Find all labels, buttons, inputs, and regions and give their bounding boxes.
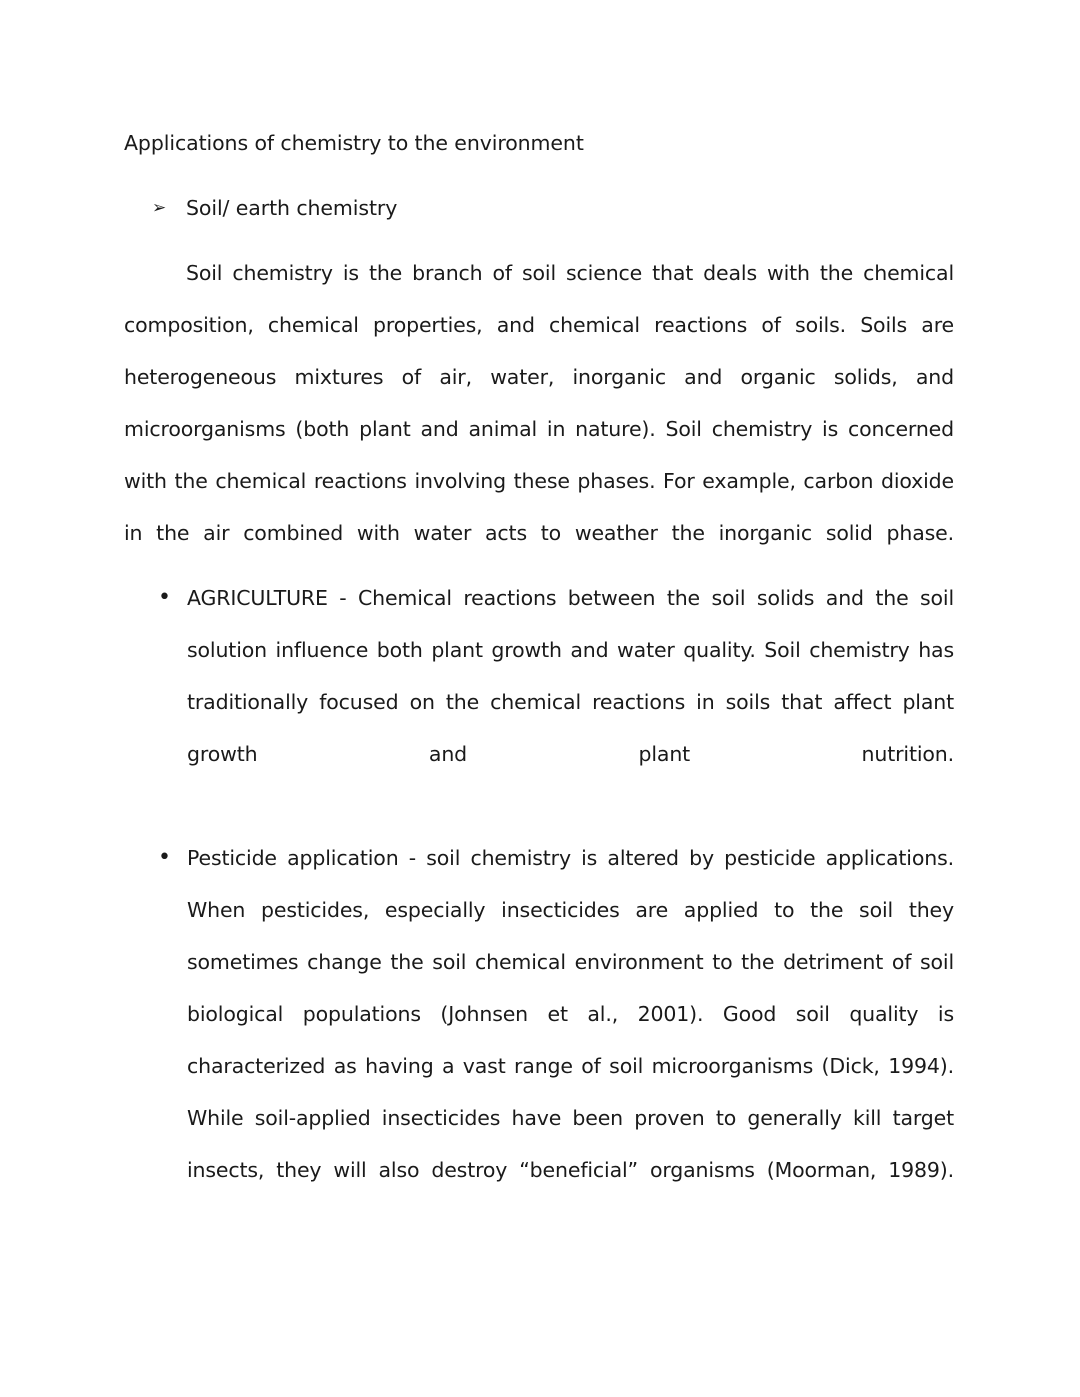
intro-paragraph-container xyxy=(124,247,954,611)
arrow-bullet-icon: ➢ xyxy=(152,198,167,218)
round-bullet-icon: • xyxy=(158,585,171,610)
body-paragraph: Soil chemistry is the branch of soil science that deals with the chemical composition, chemical properties, and chemical reactions of soils. Soils are heterogeneous mixtures of air, water, inorganic and organic solids, and microorganisms (both plant and animal in nature). Soil chemistry is concerned with the chemical reactions involving these phases. For example, carbon dioxide in the air combined with water acts to weather the inorganic solid phase. xyxy=(124,261,954,545)
page-title: Applications of chemistry to the environment xyxy=(124,131,584,155)
bullet-list xyxy=(124,572,954,1248)
round-bullet-icon: • xyxy=(158,845,171,870)
topic-list-container xyxy=(124,193,954,223)
bullet-list-container xyxy=(124,572,954,1248)
topic-label: Soil/ earth chemistry xyxy=(186,196,398,220)
topic-list xyxy=(124,193,954,223)
list-item xyxy=(124,193,954,223)
bullet-text: Pesticide application - soil chemistry is altered by pesticide applications. When pesticides, especially insecticides are applied to the soil they sometimes change the soil chemical environment to the detriment of soil biological populations (Johnsen et al., 2001). Good soil quality is characterized as having a vast range of soil microorganisms (Dick, 1994). While soil-applied insecticides have been proven to generally kill target insects, they will also destroy “beneficial” organisms (Moorman, 1989). xyxy=(187,846,954,1182)
bullet-text: AGRICULTURE - Chemical reactions between the soil solids and the soil solution influence both plant growth and water quality. Soil chemistry has traditionally focused on the chemical reactions in soils that affect plant growth and plant nutrition. xyxy=(187,586,954,766)
document-content xyxy=(124,128,954,158)
list-item xyxy=(124,572,954,832)
list-item xyxy=(124,832,954,1248)
